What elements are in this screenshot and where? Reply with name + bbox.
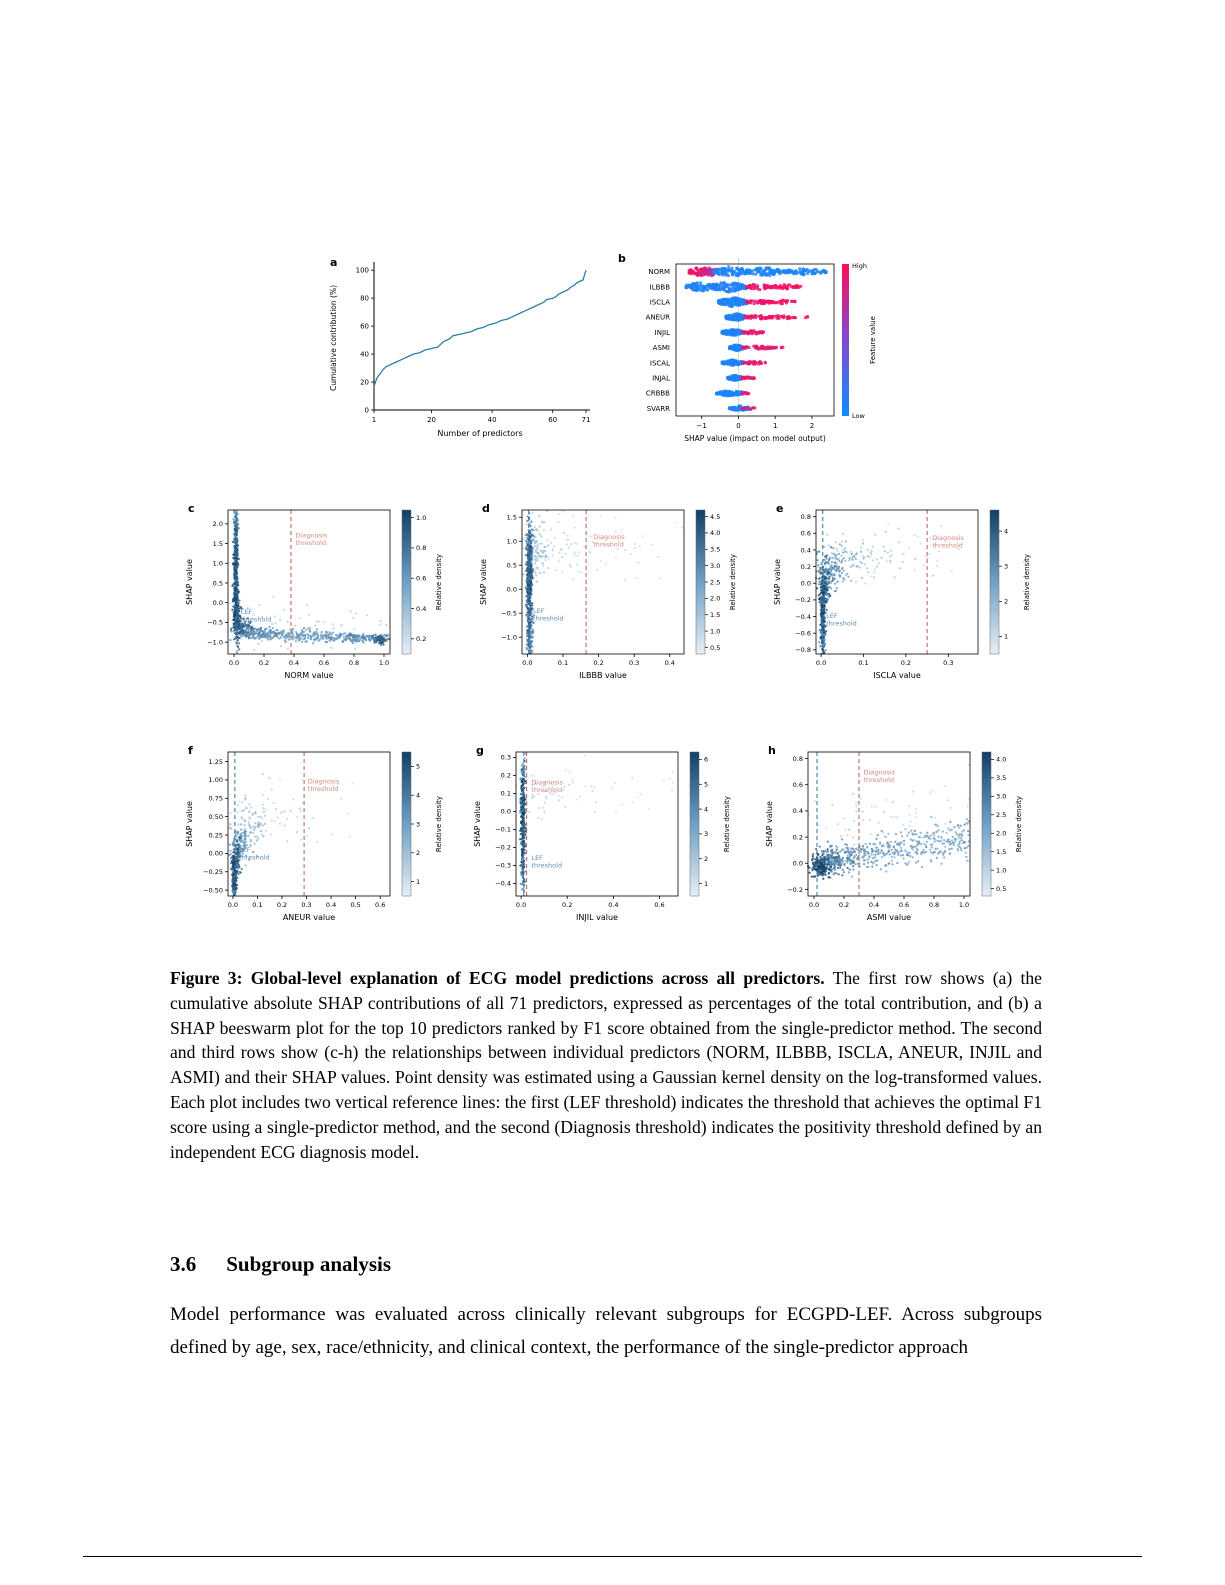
svg-text:0.6: 0.6	[800, 529, 811, 538]
svg-text:ILBBB: ILBBB	[649, 283, 670, 292]
section-number: 3.6	[170, 1252, 197, 1276]
svg-text:LEF: LEF	[240, 607, 253, 616]
svg-text:1.5: 1.5	[506, 513, 517, 522]
panel-h-asmi-density-scatter	[760, 740, 1054, 942]
svg-text:Number of predictors: Number of predictors	[437, 429, 523, 438]
svg-text:0.6: 0.6	[318, 659, 330, 667]
footer-rule	[83, 1556, 1142, 1557]
svg-text:LEF: LEF	[533, 607, 545, 616]
svg-text:ASMI: ASMI	[652, 344, 670, 353]
panel-g-injil-density-scatter	[468, 740, 762, 942]
svg-text:0.2: 0.2	[800, 562, 811, 571]
svg-text:−0.6: −0.6	[795, 629, 811, 638]
svg-text:0.8: 0.8	[416, 544, 427, 553]
svg-text:0.0: 0.0	[228, 659, 240, 667]
svg-text:0.0: 0.0	[815, 659, 827, 667]
svg-text:SHAP value: SHAP value	[185, 559, 194, 605]
svg-text:−0.5: −0.5	[207, 618, 223, 627]
svg-text:0.5: 0.5	[212, 579, 223, 588]
svg-text:2.0: 2.0	[710, 594, 721, 603]
svg-text:1: 1	[772, 422, 778, 430]
svg-text:ISCLA value: ISCLA value	[873, 671, 921, 680]
svg-text:2: 2	[809, 422, 815, 430]
svg-text:−0.4: −0.4	[795, 612, 811, 621]
svg-text:threshold: threshold	[533, 614, 564, 623]
svg-text:INJAL: INJAL	[652, 374, 670, 383]
svg-text:INJIL: INJIL	[654, 328, 670, 337]
svg-text:0.3: 0.3	[628, 659, 640, 667]
svg-text:c: c	[188, 502, 195, 515]
svg-text:0.6: 0.6	[416, 574, 427, 583]
svg-text:threshold: threshold	[240, 615, 272, 624]
svg-text:0.4: 0.4	[800, 546, 811, 555]
svg-text:3.0: 3.0	[710, 561, 721, 570]
svg-text:1: 1	[371, 416, 377, 424]
svg-text:0.2: 0.2	[900, 659, 912, 667]
section-title: Subgroup analysis	[226, 1252, 392, 1276]
svg-text:0.0: 0.0	[522, 659, 533, 667]
svg-text:4: 4	[1004, 527, 1009, 536]
svg-text:100: 100	[355, 266, 369, 275]
svg-text:2.5: 2.5	[710, 578, 721, 587]
panel-f-aneur-density-scatter	[180, 740, 474, 942]
svg-text:0.4: 0.4	[288, 659, 300, 667]
svg-text:−0.2: −0.2	[795, 596, 811, 605]
svg-text:0.0: 0.0	[800, 579, 811, 588]
svg-text:0.5: 0.5	[506, 561, 517, 570]
svg-text:CRBBB: CRBBB	[645, 389, 670, 398]
svg-text:0: 0	[364, 406, 369, 415]
figure-caption-body: The first row shows (a) the cumulative absolute SHAP contributions of all 71 predictors, expressed as percentages of the total contribution, and (b) a SHAP beeswarm plot for the top 10 predictors ranked by F1 score obtained from the single-predictor method. The second and third rows show (c-h) the relationships between individual predictors (NORM, ILBBB, ISCLA, ANEUR, INJIL and ASMI) and their SHAP values. Point density was estimated using a Gaussian kernel density on the log-transformed values. Each plot includes two vertical reference lines: the first (LEF threshold) indicates the threshold that achieves the optimal F1 score using a single-predictor method, and the second (Diagnosis threshold) indicates the positivity threshold defined by an independent ECG diagnosis model.	[170, 968, 1042, 1162]
svg-text:−0.8: −0.8	[795, 646, 811, 655]
svg-text:ISCAL: ISCAL	[649, 359, 670, 368]
svg-text:4.0: 4.0	[710, 529, 721, 538]
svg-text:Feature value: Feature value	[869, 316, 877, 364]
svg-text:High: High	[852, 262, 867, 270]
svg-text:1.0: 1.0	[212, 559, 223, 568]
svg-text:threshold: threshold	[593, 540, 624, 549]
panel-e-iscla-density-scatter	[768, 498, 1062, 700]
svg-text:0.3: 0.3	[943, 659, 954, 667]
svg-text:2.0: 2.0	[212, 520, 223, 529]
svg-text:1: 1	[1004, 632, 1009, 641]
svg-text:0.5: 0.5	[710, 643, 721, 652]
svg-text:1.0: 1.0	[378, 659, 390, 667]
svg-text:ANEUR: ANEUR	[645, 313, 670, 322]
svg-text:ISCLA: ISCLA	[649, 298, 670, 307]
svg-text:1.0: 1.0	[506, 537, 517, 546]
svg-text:0.8: 0.8	[800, 512, 811, 521]
svg-text:−0.5: −0.5	[501, 609, 517, 618]
svg-text:ILBBB value: ILBBB value	[579, 671, 627, 680]
svg-text:SHAP value: SHAP value	[479, 559, 488, 605]
svg-text:3: 3	[1004, 562, 1009, 571]
section-paragraph: Model performance was evaluated across clinically relevant subgroups for ECGPD-LEF. Across subgroups defined by age, sex, race/ethnicity, and clinical context, the performance of the single-predictor approach	[170, 1304, 1042, 1359]
svg-text:Relative density: Relative density	[435, 553, 443, 611]
svg-text:e: e	[776, 502, 784, 515]
svg-text:SVARR: SVARR	[646, 404, 670, 413]
section-heading	[170, 1252, 391, 1277]
panel-c-norm-density-scatter	[180, 498, 474, 700]
svg-text:2: 2	[1004, 597, 1009, 606]
svg-text:0.0: 0.0	[212, 599, 223, 608]
svg-text:NORM value: NORM value	[284, 671, 334, 680]
svg-text:1.0: 1.0	[710, 627, 721, 636]
panel-a-cumulative-shap-line-chart	[322, 252, 594, 452]
svg-text:1.0: 1.0	[416, 513, 427, 522]
svg-text:SHAP value: SHAP value	[773, 559, 782, 605]
svg-text:0.1: 0.1	[858, 659, 869, 667]
panel-d-ilbbb-density-scatter	[474, 498, 768, 700]
svg-text:threshold: threshold	[932, 541, 963, 550]
svg-text:60: 60	[360, 322, 369, 331]
svg-text:Low: Low	[852, 412, 865, 420]
svg-text:1.5: 1.5	[710, 611, 721, 620]
svg-text:60: 60	[548, 416, 558, 424]
svg-text:0.1: 0.1	[557, 659, 569, 667]
svg-text:−1.0: −1.0	[501, 633, 517, 642]
svg-text:Diagnosis: Diagnosis	[295, 531, 328, 540]
svg-text:0.2: 0.2	[258, 659, 270, 667]
svg-text:80: 80	[360, 294, 369, 303]
svg-text:Diagnosis: Diagnosis	[932, 533, 964, 542]
svg-text:4.5: 4.5	[710, 512, 721, 521]
panel-b-shap-beeswarm-chart	[610, 248, 898, 460]
svg-text:b: b	[618, 252, 626, 265]
svg-text:Relative density: Relative density	[1023, 553, 1031, 611]
svg-text:threshold: threshold	[295, 539, 327, 548]
svg-text:3.5: 3.5	[710, 545, 721, 554]
svg-text:−1.0: −1.0	[207, 638, 223, 647]
svg-text:0.2: 0.2	[593, 659, 604, 667]
svg-text:Relative density: Relative density	[729, 553, 737, 611]
svg-text:40: 40	[487, 416, 497, 424]
figure-caption-heading: Figure 3: Global-level explanation of ECG model predictions across all predictors.	[170, 968, 825, 988]
svg-text:threshold: threshold	[826, 619, 857, 628]
svg-text:0.4: 0.4	[416, 604, 427, 613]
svg-text:0.8: 0.8	[348, 659, 360, 667]
svg-text:NORM: NORM	[648, 268, 670, 277]
svg-text:0: 0	[736, 422, 741, 430]
svg-text:0.0: 0.0	[506, 585, 517, 594]
svg-text:Diagnosis: Diagnosis	[593, 532, 625, 541]
svg-text:0.2: 0.2	[416, 635, 427, 644]
svg-text:0.4: 0.4	[664, 659, 675, 667]
svg-text:1.5: 1.5	[212, 539, 223, 548]
figure-caption	[170, 966, 1042, 1164]
svg-text:40: 40	[360, 350, 369, 359]
svg-text:d: d	[482, 502, 490, 515]
svg-text:20: 20	[360, 378, 369, 387]
svg-text:20: 20	[427, 416, 437, 424]
svg-text:Cumulative contribution (%): Cumulative contribution (%)	[329, 284, 338, 392]
svg-text:SHAP value (impact on model ou: SHAP value (impact on model output)	[684, 434, 826, 443]
svg-text:LEF: LEF	[826, 612, 838, 621]
svg-text:−1: −1	[696, 422, 707, 430]
svg-text:71: 71	[581, 416, 591, 424]
svg-text:a: a	[330, 256, 338, 269]
